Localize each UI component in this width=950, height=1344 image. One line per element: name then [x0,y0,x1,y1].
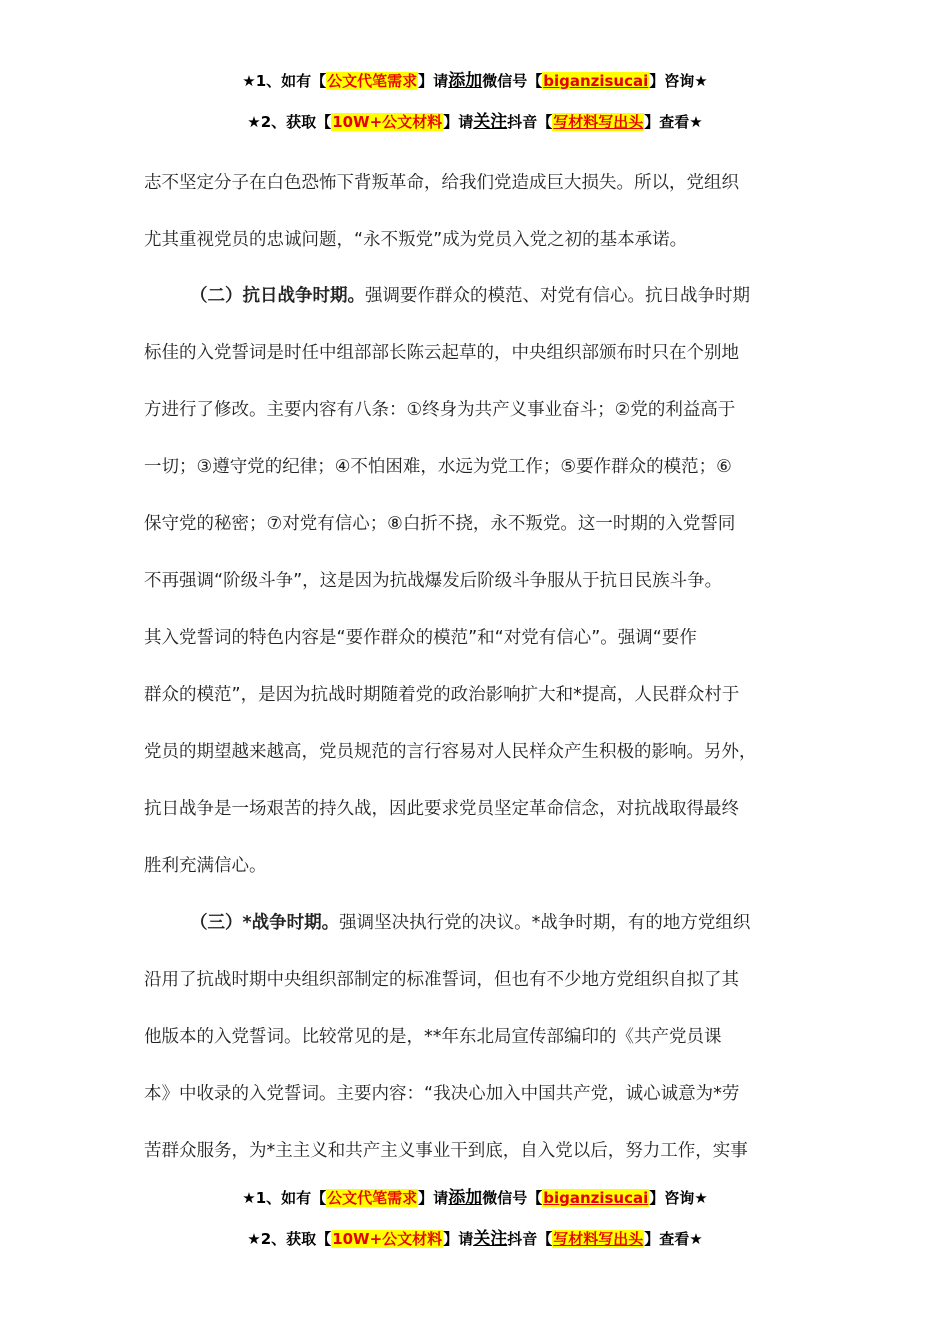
ad-highlight-service: 公文代笔需求 [327,1189,418,1207]
body-line-10: 群众的模范”，是因为抗战时期随着党的政治影响扩大和*提高，人民群众村于 [144,685,740,705]
ad-follow-word: 关注 [473,112,508,132]
ad-suffix: 】查看★ [644,1230,703,1248]
bottom-ad-line-1 [0,1187,950,1209]
ad-text: 微信号【 [482,72,543,90]
ad-suffix: 】咨询★ [649,1189,708,1207]
body-line-8: 不再强调“阶级斗争”，这是因为抗战爆发后阶级斗争服从于抗日民族斗争。 [144,571,723,591]
top-ad-line-1 [0,70,950,92]
bottom-ad-line-2 [0,1228,950,1250]
body-line-5: 方进行了修改。主要内容有八条：①终身为共产义事业奋斗；②党的利益高于 [144,400,736,420]
body-line-13: 胜利充满信心。 [144,856,267,876]
ad-add-word: 添加 [448,1188,483,1208]
ad-douyin-id: 写材料写出头 [553,113,644,131]
body-line-16: 他版本的入党誓词。比较常见的是，**年东北局宣传部编印的《共产党员课 [144,1027,722,1047]
top-ad-line-2 [0,111,950,133]
body-line-17: 本》中收录的入党誓词。主要内容：“我决心加入中国共产党，诚心诚意为*劳 [144,1084,740,1104]
ad-text: 微信号【 [482,1189,543,1207]
section-3-heading: （三）*战争时期。 [190,913,340,933]
ad-highlight-materials: 10W+公文材料 [332,113,443,131]
section-3-lead: 强调坚决执行党的决议。*战争时期，有的地方党组织 [339,913,751,933]
section-2-heading: （二）抗日战争时期。 [190,286,365,306]
ad-text: 抖音【 [507,1230,553,1248]
ad-follow-word: 关注 [473,1229,508,1249]
ad-text: 】请 [443,1230,474,1248]
ad-douyin-id: 写材料写出头 [553,1230,644,1248]
body-line-2: 尤其重视党员的忠诚问题，“永不叛党”成为党员入党之初的基本承诺。 [144,230,688,250]
ad-highlight-materials: 10W+公文材料 [332,1230,443,1248]
body-line-6: 一切；③遵守党的纪律；④不怕困难，水远为党工作；⑤要作群众的模范；⑥ [144,457,732,477]
ad-prefix: ★1、如有【 [242,1189,327,1207]
body-line-15: 沿用了抗战时期中央组织部制定的标准誓词，但也有不少地方党组织自拟了其 [144,970,739,990]
body-line-12: 抗日战争是一场艰苦的持久战，因此要求党员坚定革命信念，对抗战取得最终 [144,799,739,819]
ad-add-word: 添加 [448,71,483,91]
ad-wechat-id: biganzisucai [543,1189,649,1207]
ad-text: 】请 [443,113,474,131]
ad-text: 抖音【 [507,113,553,131]
section-3-heading-line [190,911,856,935]
ad-wechat-id: biganzisucai [543,72,649,90]
ad-highlight-service: 公文代笔需求 [327,72,418,90]
body-line-1: 志不坚定分子在白色恐怖下背叛革命，给我们党造成巨大损失。所以，党组织 [144,173,739,193]
ad-prefix: ★2、获取【 [247,1230,332,1248]
section-2-heading-line [190,284,856,308]
ad-suffix: 】咨询★ [649,72,708,90]
body-line-9: 其入党誓词的特色内容是“要作群众的模范”和“对党有信心”。强调“要作 [144,628,697,648]
body-line-4: 标佳的入党誓词是时任中组部部长陈云起草的，中央组织部颁布时只在个别地 [144,343,739,363]
section-2-lead: 强调要作群众的模范、对党有信心。抗日战争时期 [365,286,750,306]
ad-suffix: 】查看★ [644,113,703,131]
body-line-7: 保守党的秘密；⑦对党有信心；⑧白折不挠，永不叛党。这一时期的入党誓同 [144,514,736,534]
body-line-18: 苦群众服务，为*主主义和共产主义事业干到底，自入党以后，努力工作，实事 [144,1141,748,1161]
ad-prefix: ★2、获取【 [247,113,332,131]
ad-text: 】请 [418,72,449,90]
ad-prefix: ★1、如有【 [242,72,327,90]
ad-text: 】请 [418,1189,449,1207]
body-line-11: 党员的期望越来越高，党员规范的言行容易对人民样众产生积极的影响。另外， [144,742,757,762]
